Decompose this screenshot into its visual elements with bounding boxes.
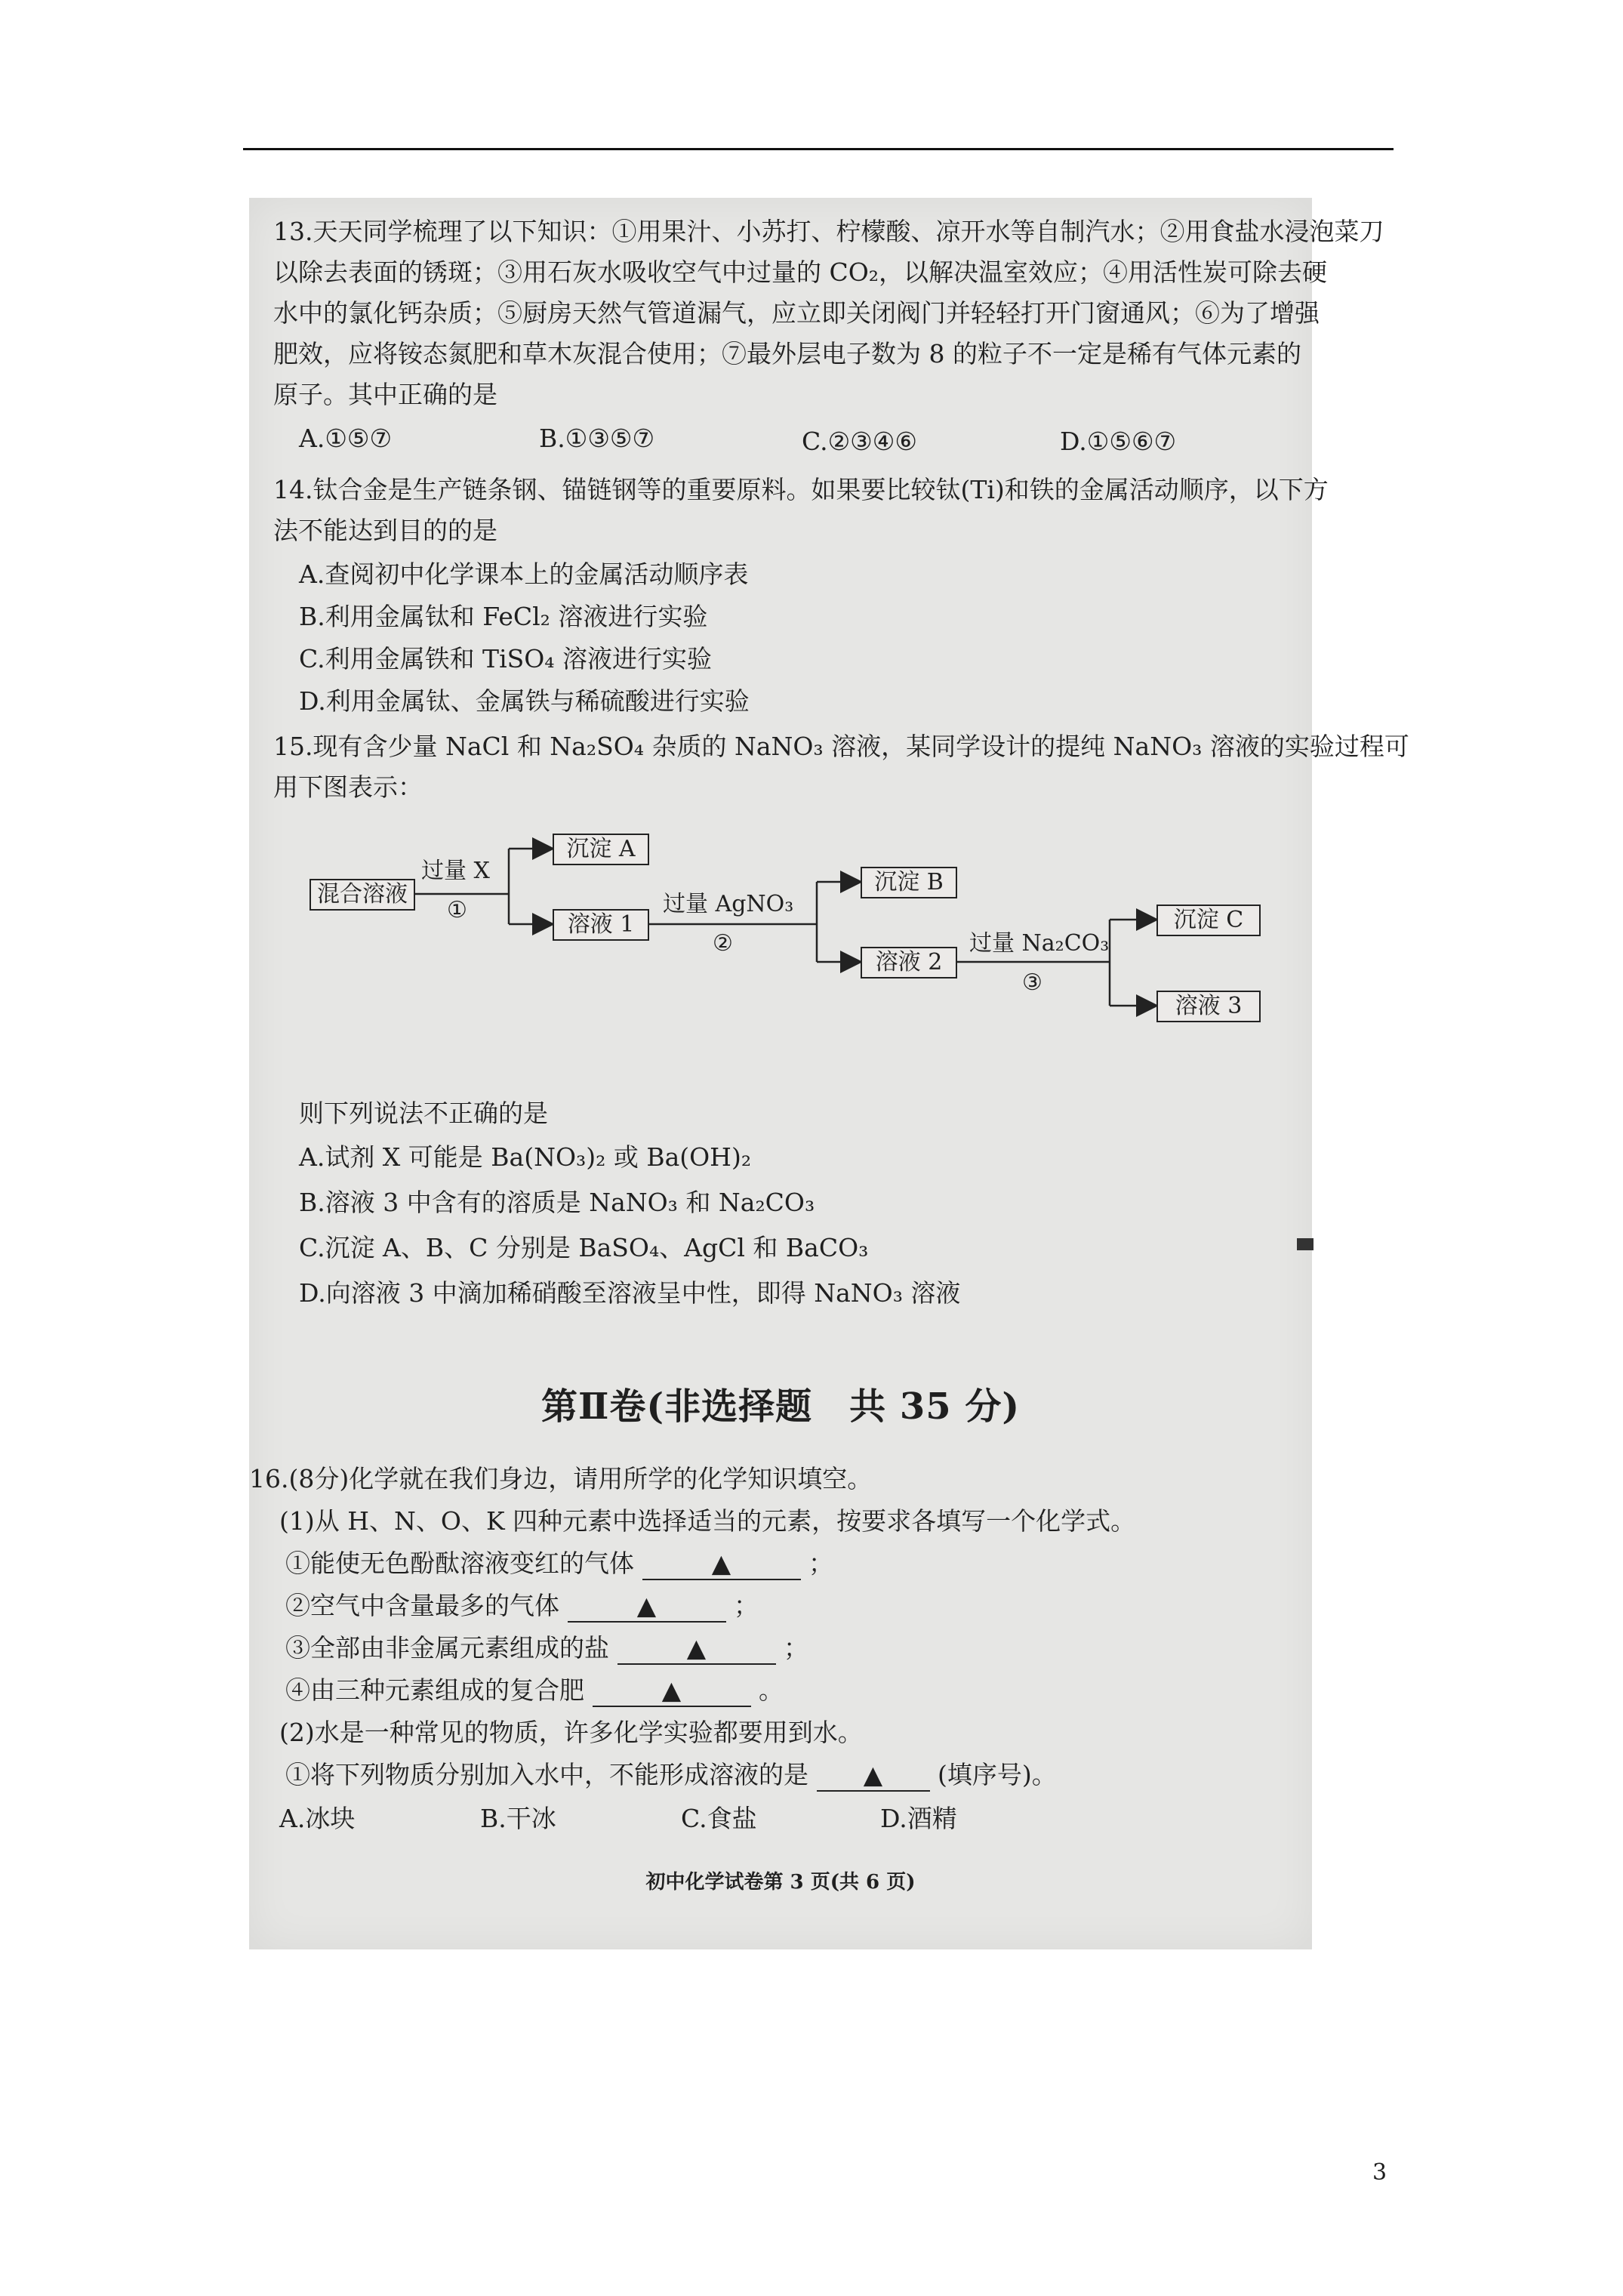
q16-part1: (1)从 H、N、O、K 四种元素中选择适当的元素，按要求各填写一个化学式。 bbox=[279, 1506, 1136, 1536]
q15-option-c: C.沉淀 A、B、C 分别是 BaSO₄、AgCl 和 BaCO₃ bbox=[299, 1233, 869, 1262]
q13-option-b: B.①③⑤⑦ bbox=[539, 424, 655, 453]
step2-number: ② bbox=[713, 930, 733, 957]
q16-item-1-sep: ； bbox=[808, 1549, 833, 1578]
q16-option-c: C.食盐 bbox=[681, 1804, 757, 1833]
q15-stem: 则下列说法不正确的是 bbox=[299, 1099, 548, 1128]
step3-reagent-label: 过量 Na₂CO₃ bbox=[969, 930, 1110, 957]
q14-option-d: D.利用金属钛、金属铁与稀硫酸进行实验 bbox=[299, 686, 750, 716]
q16-part2: (2)水是一种常见的物质，许多化学实验都要用到水。 bbox=[279, 1718, 863, 1747]
purification-flow-diagram bbox=[249, 824, 1312, 1081]
q15-option-a: A.试剂 X 可能是 Ba(NO₃)₂ 或 Ba(OH)₂ bbox=[299, 1142, 752, 1172]
q16-item-4-sep: 。 bbox=[759, 1675, 784, 1705]
section-title: 第Ⅱ卷(非选择题 共 35 分) bbox=[540, 1385, 1021, 1428]
flow-connectors bbox=[249, 824, 1312, 1081]
q14-line-1: 14.钛合金是生产链条钢、锚链钢等的重要原料。如果要比较钛(Ti)和铁的金属活动顺序，以下方 bbox=[273, 475, 1329, 504]
q16-part2-q1-blank[interactable]: ▲ bbox=[817, 1760, 930, 1792]
q14-option-b: B.利用金属钛和 FeCl₂ 溶液进行实验 bbox=[299, 602, 708, 631]
mixed-solution-box: 混合溶液 bbox=[310, 879, 415, 911]
step3-number: ③ bbox=[1022, 969, 1042, 996]
q16-item-1 bbox=[285, 1545, 833, 1583]
q13-line-2: 以除去表面的锈斑；③用石灰水吸收空气中过量的 CO₂，以解决温室效应；④用活性炭可除去硬 bbox=[273, 257, 1328, 287]
solution-3-box: 溶液 3 bbox=[1156, 991, 1261, 1022]
q13-line-4: 肥效，应将铵态氮肥和草木灰混合使用；⑦最外层电子数为 8 的粒子不一定是稀有气体元素的 bbox=[273, 339, 1301, 368]
q16-item-4-text: ④由三种元素组成的复合肥 bbox=[285, 1675, 584, 1705]
q16-option-d: D.酒精 bbox=[880, 1804, 957, 1833]
exam-footer: 初中化学试卷第 3 页(共 6 页) bbox=[645, 1871, 916, 1894]
precipitate-a-box: 沉淀 A bbox=[553, 834, 649, 865]
q13-option-d: D.①⑤⑥⑦ bbox=[1060, 427, 1177, 456]
q16-item-2-blank[interactable]: ▲ bbox=[568, 1591, 726, 1623]
q15-line-1: 15.现有含少量 NaCl 和 Na₂SO₄ 杂质的 NaNO₃ 溶液，某同学设计的提纯 NaNO₃ 溶液的实验过程可 bbox=[273, 732, 1409, 761]
q16-part2-q1-text: ①将下列物质分别加入水中，不能形成溶液的是 bbox=[285, 1760, 808, 1789]
solution-1-box: 溶液 1 bbox=[553, 909, 649, 941]
scan-registration-mark bbox=[1297, 1238, 1313, 1250]
q16-item-3-blank[interactable]: ▲ bbox=[617, 1633, 776, 1665]
q16-item-4 bbox=[285, 1672, 784, 1709]
q13-line-1: 13.天天同学梳理了以下知识：①用果汁、小苏打、柠檬酸、凉开水等自制汽水；②用食盐水浸泡菜刀 bbox=[273, 217, 1384, 246]
q15-option-d: D.向溶液 3 中滴加稀硝酸至溶液呈中性，即得 NaNO₃ 溶液 bbox=[299, 1278, 961, 1308]
q16-option-b: B.干冰 bbox=[480, 1804, 556, 1833]
step1-reagent-label: 过量 X bbox=[421, 858, 490, 884]
q16-item-1-text: ①能使无色酚酞溶液变红的气体 bbox=[285, 1549, 634, 1578]
q15-line-2: 用下图表示： bbox=[273, 772, 423, 802]
q16-option-a: A.冰块 bbox=[279, 1804, 356, 1833]
q16-item-4-blank[interactable]: ▲ bbox=[593, 1675, 751, 1707]
q16-item-3-sep: ； bbox=[784, 1633, 808, 1663]
page-number: 3 bbox=[1372, 2159, 1387, 2186]
q13-option-c: C.②③④⑥ bbox=[802, 427, 917, 456]
step2-reagent-label: 过量 AgNO₃ bbox=[663, 891, 794, 917]
header-rule bbox=[243, 148, 1394, 150]
q16-intro: 16.(8分)化学就在我们身边，请用所学的化学知识填空。 bbox=[249, 1464, 873, 1493]
q16-part2-q1-suffix: (填序号)。 bbox=[938, 1760, 1057, 1789]
q14-option-c: C.利用金属铁和 TiSO₄ 溶液进行实验 bbox=[299, 644, 712, 673]
q13-line-5: 原子。其中正确的是 bbox=[273, 380, 497, 409]
q13-option-a: A.①⑤⑦ bbox=[299, 424, 393, 453]
precipitate-b-box: 沉淀 B bbox=[861, 867, 957, 898]
q16-item-3-text: ③全部由非金属元素组成的盐 bbox=[285, 1633, 609, 1663]
q14-option-a: A.查阅初中化学课本上的金属活动顺序表 bbox=[299, 559, 749, 589]
q16-item-2 bbox=[285, 1587, 759, 1625]
precipitate-c-box: 沉淀 C bbox=[1156, 905, 1261, 936]
q16-item-2-text: ②空气中含量最多的气体 bbox=[285, 1591, 559, 1620]
q16-item-2-sep: ； bbox=[734, 1591, 759, 1620]
q14-line-2: 法不能达到目的的是 bbox=[273, 516, 497, 545]
q16-part2-q1 bbox=[285, 1756, 1057, 1794]
solution-2-box: 溶液 2 bbox=[861, 947, 957, 978]
q16-item-3 bbox=[285, 1629, 808, 1667]
q13-line-3: 水中的氯化钙杂质；⑤厨房天然气管道漏气，应立即关闭阀门并轻轻打开门窗通风；⑥为了增强 bbox=[273, 298, 1320, 328]
q15-option-b: B.溶液 3 中含有的溶质是 NaNO₃ 和 Na₂CO₃ bbox=[299, 1188, 815, 1217]
step1-number: ① bbox=[447, 897, 467, 923]
scanned-exam-page bbox=[249, 198, 1409, 1949]
q16-item-1-blank[interactable]: ▲ bbox=[642, 1549, 801, 1580]
